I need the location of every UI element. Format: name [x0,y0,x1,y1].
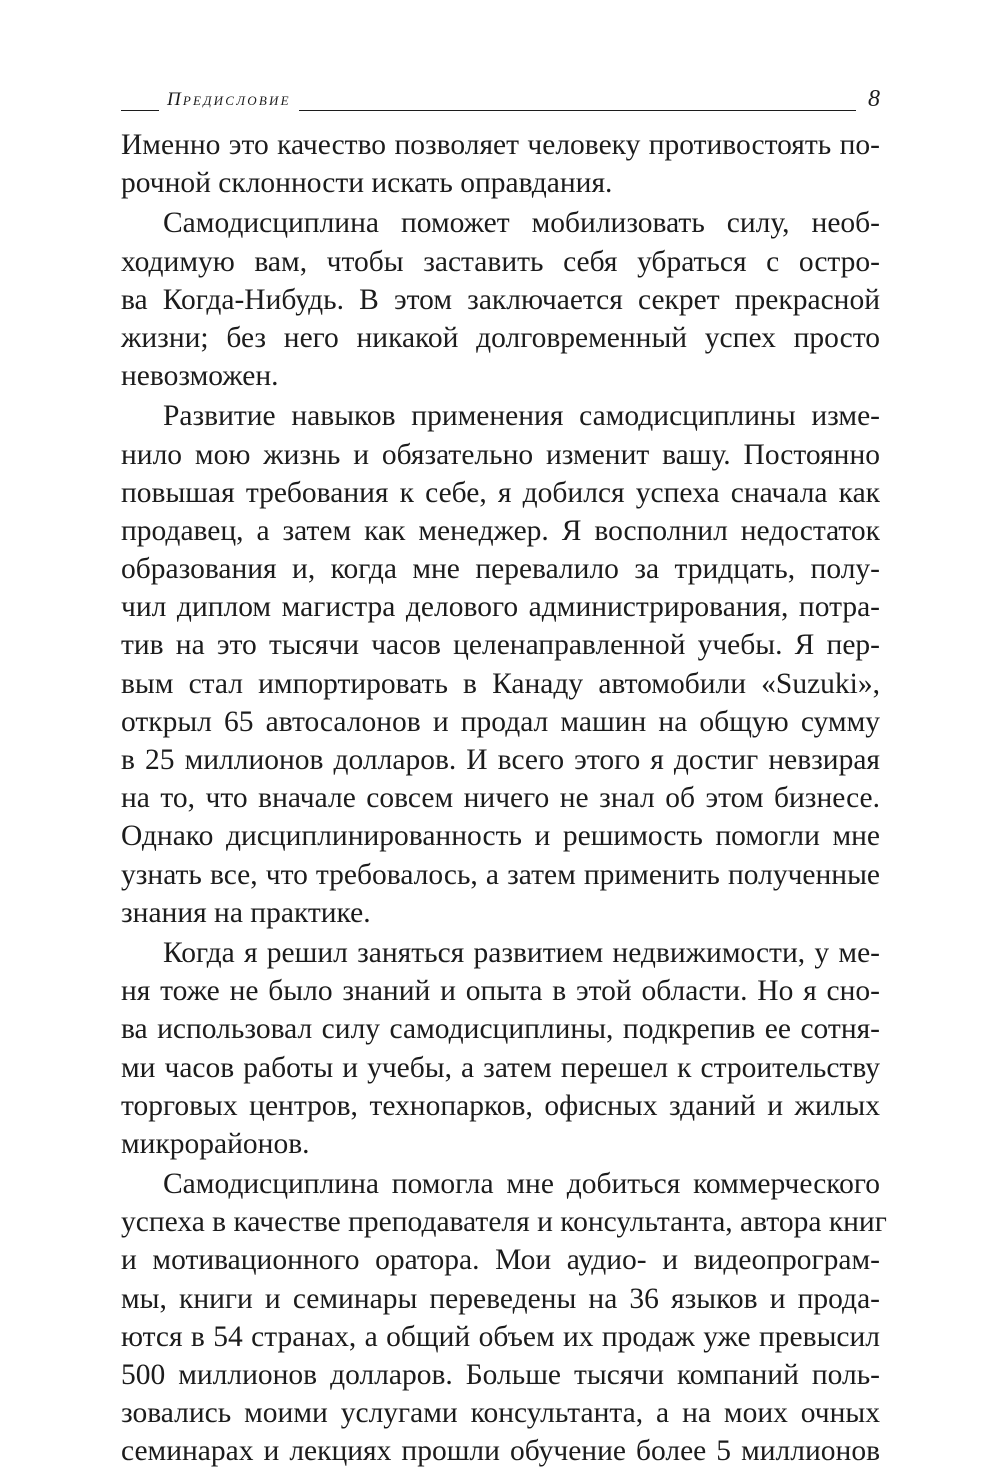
text-line: Однако дисциплинированность и решимость помогли мне [121,820,880,853]
text-line: знания на практике. [121,896,371,929]
text-line: ва Когда-Нибудь. В этом заключается секрет прекрасной [121,283,880,316]
text-line: нило мою жизнь и обязательно изменит вашу. Постоянно [121,438,880,471]
text-line: тив на это тысячи часов целенаправленной учебы. Я пер- [121,629,880,662]
text-line: ня тоже не было знаний и опыта в этой области. Но я сно- [121,975,880,1008]
text-line: Когда я решил заняться развитием недвижимости, у ме- [163,936,880,969]
paragraph [121,204,880,395]
text-line: семинарах и лекциях прошли обучение более 5 миллионов [121,1435,880,1468]
text-line: жизни; без него никакой долговременный успех просто [121,321,880,354]
text-line: ходимую вам, чтобы заставить себя убраться с остро- [121,245,880,278]
body-text [121,126,887,1471]
text-line: в 25 миллионов долларов. И всего этого я достиг невзирая [121,744,880,776]
page-number: 8 [868,86,880,112]
text-line: зовались моими услугами консультанта, а на моих очных [121,1397,880,1430]
text-line: Именно это качество позволяет человеку противостоять по- [121,129,880,161]
paragraph [121,397,880,932]
running-header [121,86,880,116]
text-line: продавец, а затем как менеджер. Я восполнил недостаток [121,514,880,547]
text-line: рочной склонности искать оправдания. [121,167,613,200]
text-line: 500 миллионов долларов. Больше тысячи компаний поль- [121,1359,880,1391]
text-line: невозможен. [121,360,279,393]
text-line: ми часов работы и учебы, а затем перешел к строительству [121,1051,880,1084]
text-line: и мотивационного оратора. Мои аудио- и видеопрограм- [121,1244,880,1277]
text-line: Развитие навыков применения самодисциплины изме- [163,400,880,433]
paragraph [121,934,880,1163]
text-line: Самодисциплина помогла мне добиться коммерческого [163,1168,880,1201]
text-line: образования и, когда мне перевалило за тридцать, полу- [121,553,880,586]
text-line: узнать все, что требовалось, а затем применить полученные [121,858,880,891]
text-line: микрорайонов. [121,1127,310,1160]
text-line: ются в 54 странах, а общий объем их продаж уже превысил [121,1320,880,1353]
text-line: мы, книги и семинары переведены на 36 языков и прода- [121,1282,880,1315]
text-line: торговых центров, технопарков, офисных зданий и жилых [121,1089,880,1122]
header-title: Предисловие [167,89,291,110]
paragraph [121,1165,887,1471]
text-line: ва использовал силу самодисциплины, подкрепив ее сотня- [121,1013,880,1046]
text-line: на то, что вначале совсем ничего не знал об этом бизнесе. [121,782,880,815]
paragraph [121,126,880,202]
text-line: открыл 65 автосалонов и продал машин на общую сумму [121,705,880,738]
text-line: чил диплом магистра делового администрирования, потра- [121,591,880,624]
text-line: вым стал импортировать в Канаду автомобили «Suzuki», [121,667,880,700]
text-line: успеха в качестве преподавателя и консультанта, автора книг [121,1206,887,1239]
header-rule-left [121,110,159,111]
text-line: Самодисциплина поможет мобилизовать силу, необ- [163,207,880,240]
text-line: повышая требования к себе, я добился успеха сначала как [121,476,880,509]
header-rule [299,110,856,111]
